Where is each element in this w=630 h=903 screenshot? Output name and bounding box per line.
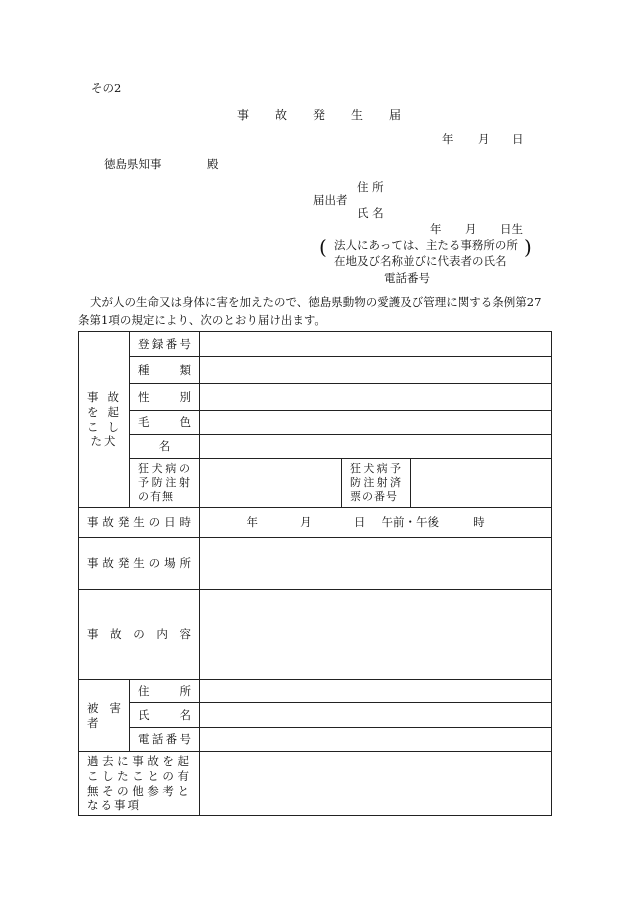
kind-label: 種 類 <box>130 357 200 384</box>
registration-number-label: 登録番号 <box>130 332 200 357</box>
kind-field[interactable] <box>200 357 552 384</box>
dog-name-label: 名 <box>130 435 200 459</box>
dt-ampm: 午前・午後 <box>381 515 439 530</box>
dt-day: 日 <box>353 515 366 530</box>
honorific: 殿 <box>207 157 219 171</box>
dog-name-field[interactable] <box>200 435 552 459</box>
submission-date-month: 月 <box>478 132 490 146</box>
rabies-vaccination-label: 狂犬病の予防注射の有無 <box>130 459 200 508</box>
dt-year: 年 <box>246 515 258 530</box>
incident-details-label: 事故の内容 <box>79 590 200 680</box>
birth-month: 月 <box>465 222 477 236</box>
sex-field[interactable] <box>200 384 552 411</box>
birth-day: 日生 <box>500 222 523 236</box>
incident-datetime-field[interactable] <box>200 508 552 538</box>
body-text-line2: 条第1項の規定により、次のとおり届け出ます。 <box>78 313 326 327</box>
history-field[interactable] <box>200 752 552 816</box>
sex-label: 性 別 <box>130 384 200 411</box>
incident-place-label: 事故発生の場所 <box>79 538 200 590</box>
victim-group-label: 被害者 <box>79 680 130 752</box>
rabies-vaccination-field[interactable] <box>200 459 342 508</box>
applicant-label: 届出者 <box>313 193 348 207</box>
coat-color-label: 毛 色 <box>130 411 200 435</box>
coat-color-field[interactable] <box>200 411 552 435</box>
body-text-line1: 犬が人の生命又は身体に害を加えたので、徳島県動物の愛護及び管理に関する条例第27 <box>90 295 542 309</box>
dt-hour: 時 <box>473 515 485 530</box>
rabies-certificate-field[interactable] <box>411 459 552 508</box>
close-bracket: ) <box>524 235 532 259</box>
victim-address-label: 住 所 <box>130 680 200 703</box>
registration-number-field[interactable] <box>200 332 552 357</box>
submission-date-year: 年 <box>442 132 454 146</box>
history-label: 過去に事故を起こしたことの有無その他参考となる事項 <box>79 752 200 816</box>
document-title: 事故発生届 <box>237 108 428 122</box>
victim-name-field[interactable] <box>200 703 552 728</box>
applicant-phone-label: 電話番号 <box>384 271 430 285</box>
dt-month: 月 <box>300 515 312 530</box>
form-number: その2 <box>91 81 122 95</box>
open-bracket: ( <box>319 235 327 259</box>
birth-year: 年 <box>430 222 442 236</box>
incident-datetime-label: 事故発生の日時 <box>79 508 200 538</box>
applicant-name-label: 氏 名 <box>357 206 384 220</box>
applicant-address-label: 住 所 <box>357 180 384 194</box>
corp-note-line1: 法人にあっては、主たる事務所の所 <box>334 238 518 252</box>
incident-form-table <box>78 331 552 816</box>
submission-date-day: 日 <box>512 132 524 146</box>
addressee: 徳島県知事 <box>104 157 162 171</box>
rabies-certificate-label: 狂犬病予防注射済票の番号 <box>342 459 411 508</box>
victim-address-field[interactable] <box>200 680 552 703</box>
victim-name-label: 氏 名 <box>130 703 200 728</box>
incident-details-field[interactable] <box>200 590 552 680</box>
incident-place-field[interactable] <box>200 538 552 590</box>
corp-note-line2: 在地及び名称並びに代表者の氏名 <box>334 254 507 268</box>
victim-phone-label: 電話番号 <box>130 728 200 752</box>
dog-group-label: 事故を起こした犬 <box>79 332 130 508</box>
victim-phone-field[interactable] <box>200 728 552 752</box>
